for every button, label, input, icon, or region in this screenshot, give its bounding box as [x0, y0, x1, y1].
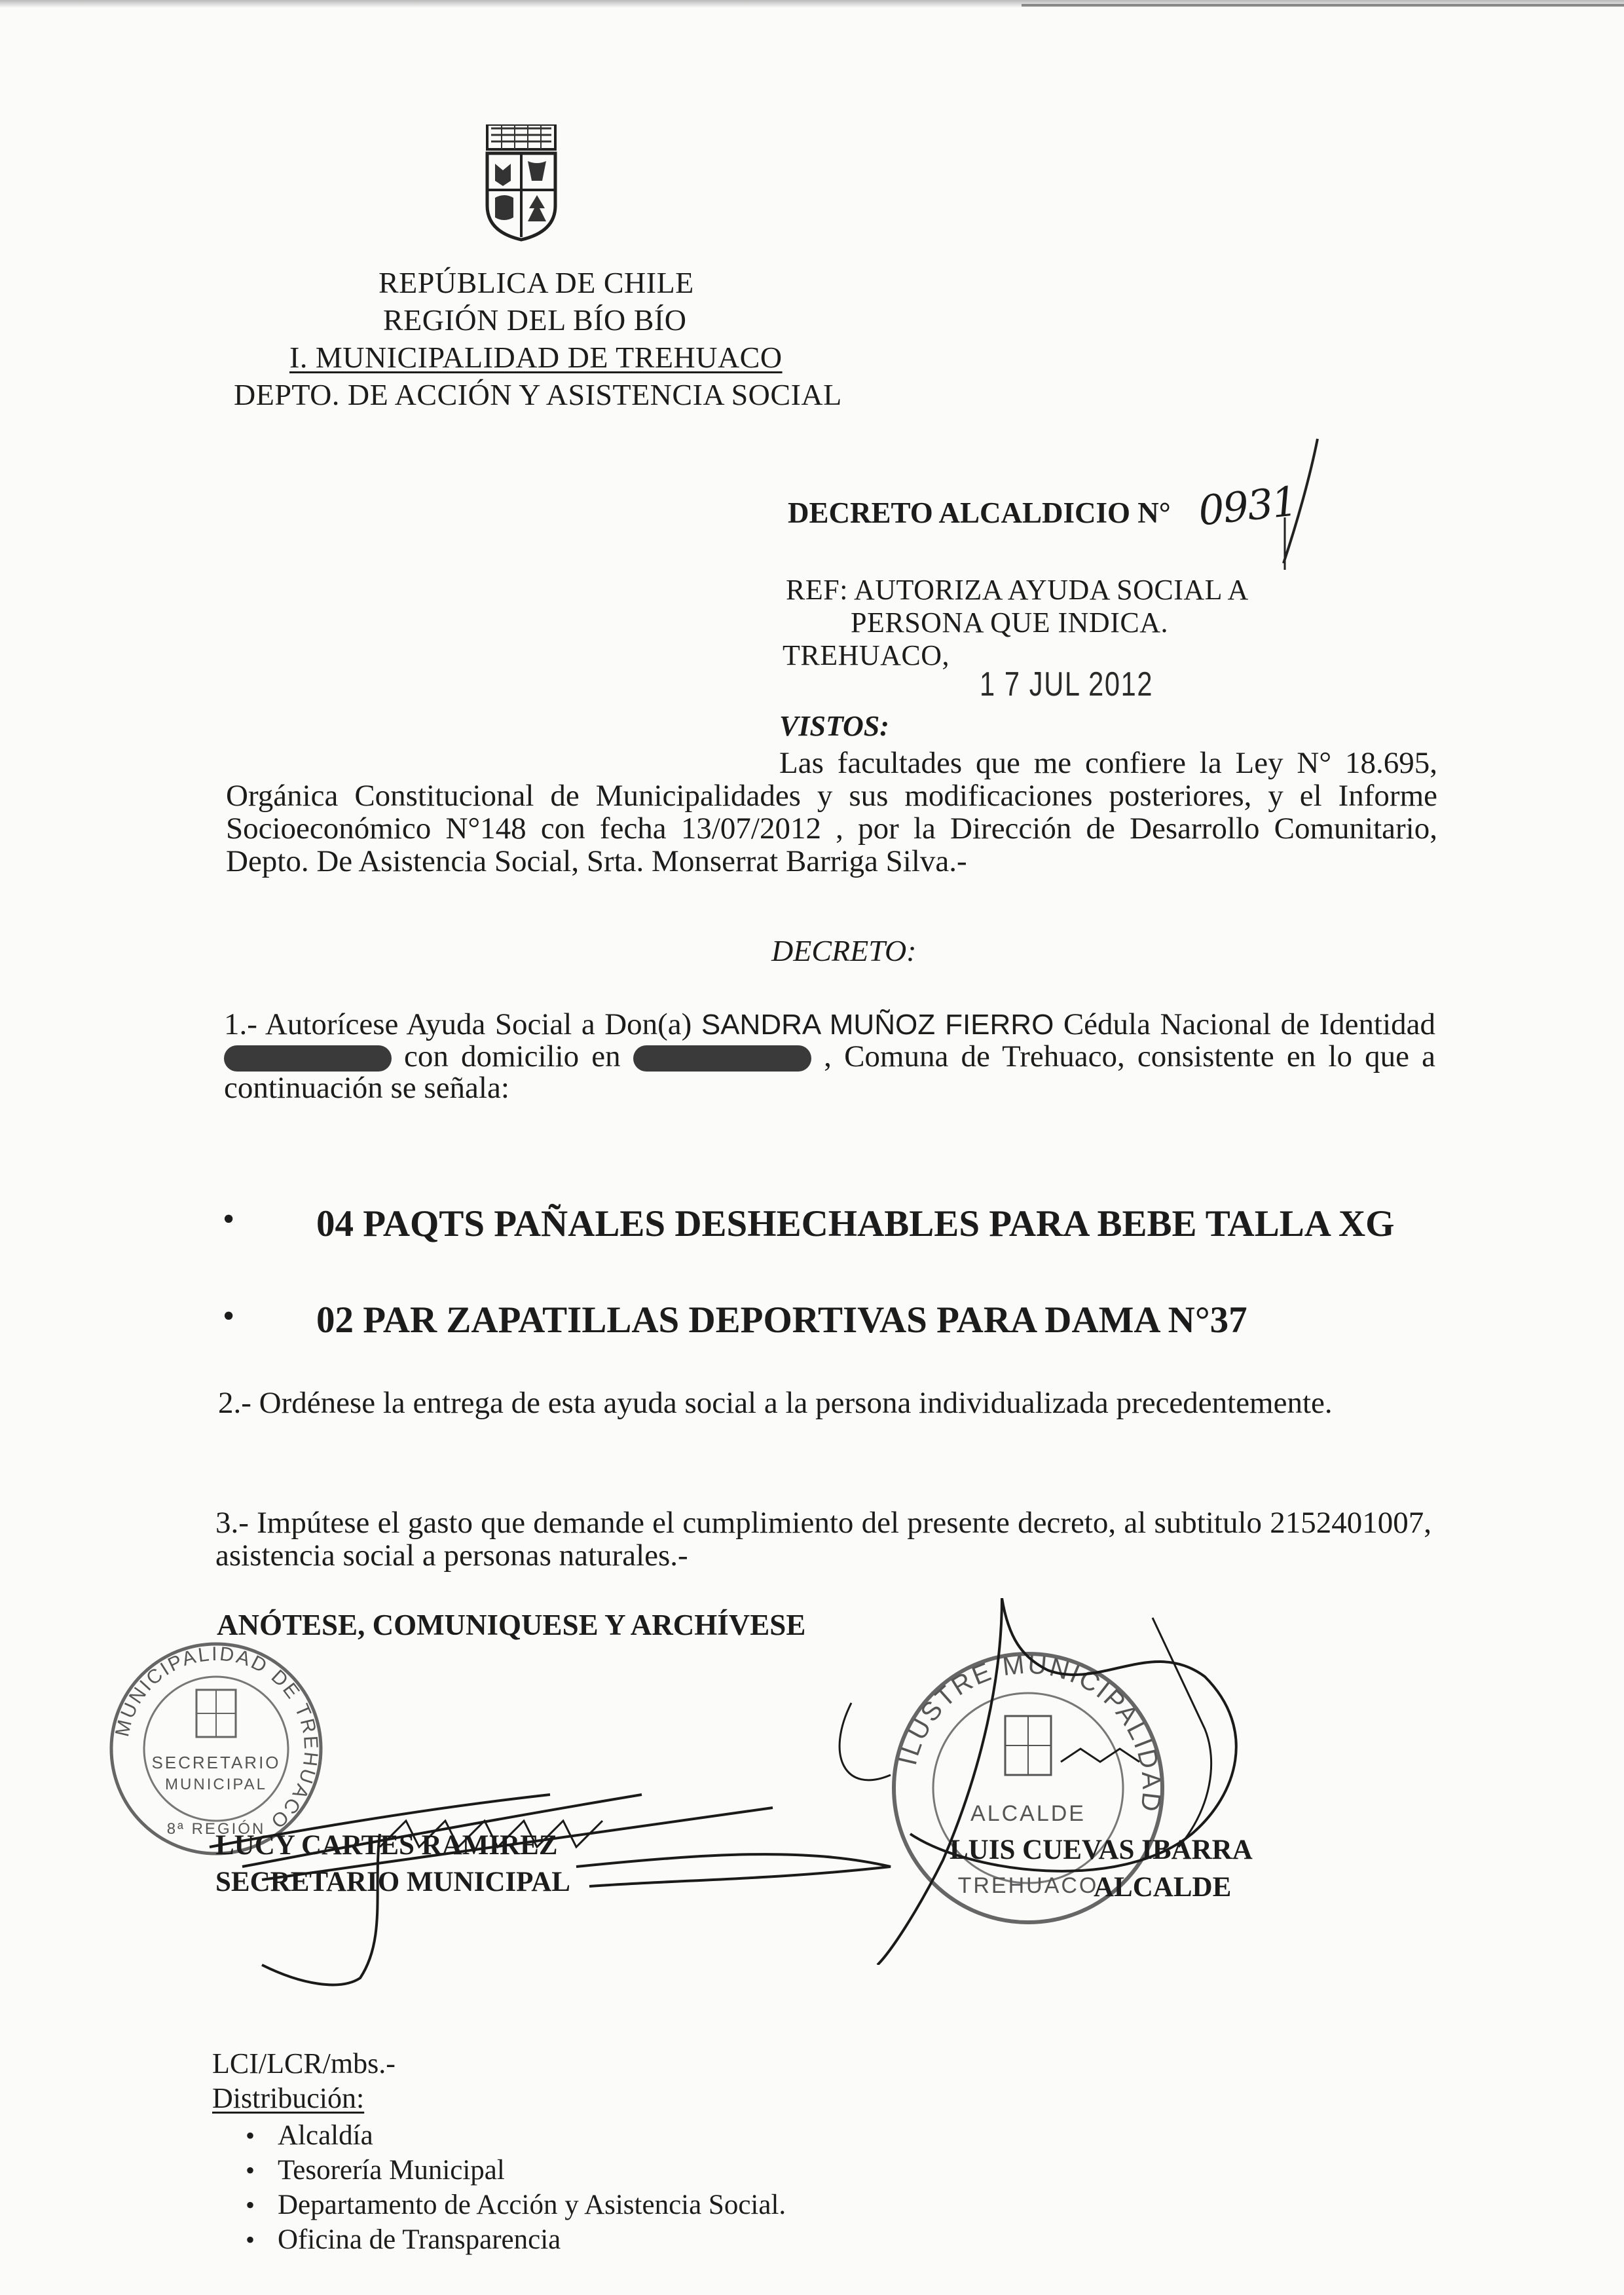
document-initials: LCI/LCR/mbs.- [212, 2047, 396, 2080]
right-signatory-title: ALCALDE [1094, 1872, 1232, 1903]
closing-formula: ANÓTESE, COMUNIQUESE Y ARCHÍVESE [217, 1609, 806, 1641]
left-stamp-bottom: 8ª REGIÓN [166, 1820, 266, 1838]
left-signatory-name: LUCY CARTES RAMIREZ [215, 1830, 558, 1861]
p1-domicilio: con domicilio en [391, 1039, 633, 1073]
header-republica: REPÚBLICA DE CHILE [378, 266, 694, 299]
decree-number-stroke [1277, 432, 1329, 583]
aid-item-1: 04 PAQTS PAÑALES DESHECHABLES PARA BEBE TALLA XG [316, 1203, 1395, 1244]
beneficiary-name: SANDRA MUÑOZ FIERRO [701, 1009, 1054, 1041]
scan-edge-line [1022, 4, 1624, 7]
item-bullet-2: • [223, 1297, 235, 1335]
decree-place: TREHUACO, [783, 639, 950, 671]
right-stamp-bottom: TREHUACO [957, 1873, 1099, 1898]
decree-date-stamp: 1 7 JUL 2012 [980, 665, 1154, 703]
item-bullet-1: • [223, 1201, 235, 1238]
decree-number-handwritten: 0931 [1196, 477, 1299, 535]
left-stamp-center2: MUNICIPAL [165, 1776, 267, 1793]
distribution-item: • Tesorería Municipal [223, 2153, 786, 2188]
right-signature-scribble [694, 1598, 1349, 1965]
redacted-address: Sector Pachagua [633, 1045, 811, 1072]
right-stamp-ring-text: ILUSTRE MUNICIPALIDAD [893, 1650, 1166, 1815]
right-stamp-center: ALCALDE [970, 1801, 1086, 1826]
redacted-id-number: N° 14352885-5 [224, 1045, 392, 1072]
left-signatory-title: SECRETARIO MUNICIPAL [215, 1867, 570, 1897]
distribution-heading: Distribución: [212, 2082, 365, 2114]
coat-of-arms-emblem [482, 124, 561, 242]
vistos-heading: VISTOS: [779, 710, 889, 742]
decree-ref-line2: PERSONA QUE INDICA. [851, 606, 1168, 639]
aid-item-2: 02 PAR ZAPATILLAS DEPORTIVAS PARA DAMA N°37 [316, 1299, 1247, 1341]
vistos-text [226, 747, 1437, 878]
p1-rest: , Comuna de Trehuaco, consistente en lo que a continuación se señala: [224, 1039, 1435, 1105]
p1-intro: 1.- Autorícese Ayuda Social a Don(a) [224, 1007, 701, 1041]
header-municipalidad: I. MUNICIPALIDAD DE TREHUACO [289, 341, 783, 374]
decreto-paragraph-2: 2.- Ordénese la entrega de esta ayuda social a la persona individualizada precedentemente. [218, 1386, 1333, 1420]
decreto-paragraph-3: 3.- Impútese el gasto que demande el cumplimiento del presente decreto, al subtitulo 2152401007, asistencia social a personas naturales.- [215, 1506, 1431, 1573]
decree-title [788, 496, 1171, 530]
header-region: REGIÓN DEL BÍO BÍO [383, 303, 687, 337]
right-signatory-name: LUIS CUEVAS IBARRA [950, 1835, 1253, 1865]
vistos-paragraph: Las facultades que me confiere la Ley N° 18.695, Orgánica Constitucional de Municipalidades y sus modificaciones posteriores, y el Informe Socioeconómico N°148 con fecha 13/07/2012 , por la Dirección de Desarrollo Comunitario, Depto. De Asistencia Social, Srta. Monserrat Barriga Silva.- [226, 746, 1437, 878]
left-stamp-ring-text: MUNICIPALIDAD DE TREHUACO [111, 1643, 322, 1834]
distribution-item: • Oficina de Transparencia [223, 2222, 786, 2257]
distribution-list [223, 2118, 786, 2257]
left-stamp-center1: SECRETARIO [151, 1753, 281, 1772]
header-depto: DEPTO. DE ACCIÓN Y ASISTENCIA SOCIAL [234, 378, 842, 411]
distribution-item: • Departamento de Acción y Asistencia Social. [223, 2188, 786, 2222]
distribution-item: • Alcaldía [223, 2118, 786, 2153]
p1-cedula: Cédula Nacional de Identidad [1054, 1007, 1436, 1041]
decree-title-label: DECRETO ALCALDICIO N° [788, 496, 1171, 529]
decreto-paragraph-1 [224, 1009, 1435, 1104]
decreto-heading: DECRETO: [771, 934, 917, 967]
decree-ref-line1: REF: AUTORIZA AYUDA SOCIAL A [786, 574, 1249, 606]
